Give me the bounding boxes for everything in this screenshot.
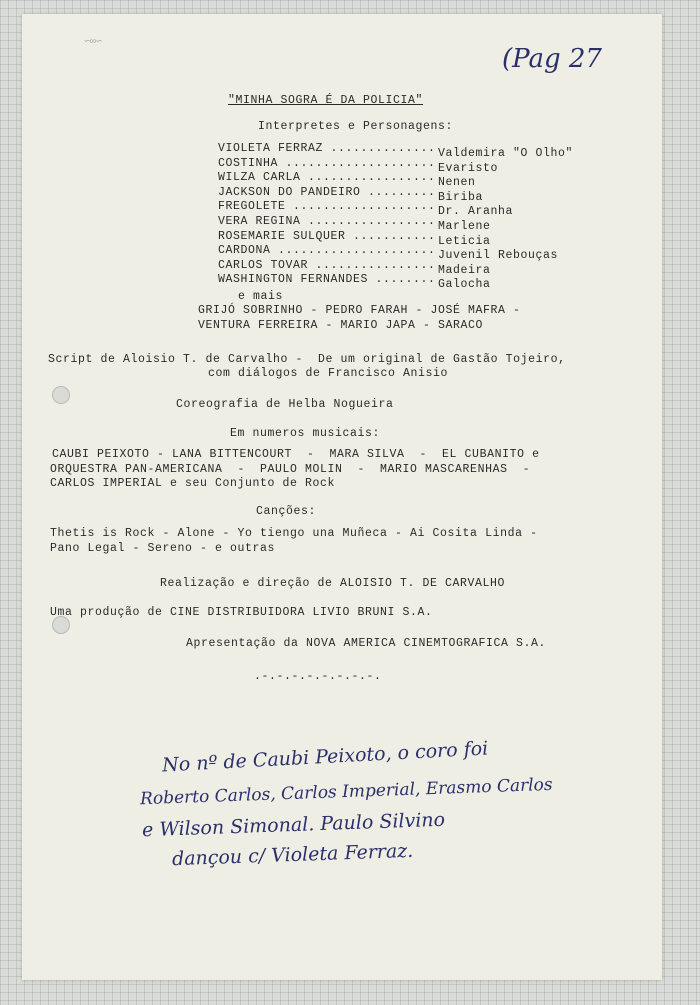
cast-actor: JACKSON DO PANDEIRO ..... [218, 186, 438, 200]
cast-actor: FREGOLETE ..... [218, 200, 438, 214]
musical-line-3: CARLOS IMPERIAL e seu Conjunto de Rock [50, 477, 336, 490]
cast-role: Galocha [438, 278, 491, 292]
cast-role: Marlene [438, 220, 491, 233]
musical-line-1: CAUBI PEIXOTO - LANA BITTENCOURT - MARA SILVA - EL CUBANITO e [52, 448, 540, 461]
handwritten-note-line-1: No nº de Caubi Peixoto, o coro foi [161, 737, 489, 777]
script-line-1: Script de Aloisio T. de Carvalho - De um original de Gastão Tojeiro, [48, 353, 566, 366]
cast-actor: VIOLETA FERRAZ ..... [218, 142, 438, 156]
cast-role: Madeira [438, 263, 491, 277]
songs-heading: Canções: [256, 505, 317, 518]
musical-line-2: ORQUESTRA PAN-AMERICANA - PAULO MOLIN - MARIO MASCARENHAS - [50, 463, 531, 476]
cast-actor: WILZA CARLA ..... [218, 171, 438, 185]
cast-role: Leticia [438, 234, 491, 248]
cast-role: Juvenil Rebouças [438, 249, 559, 263]
other-cast-line-1: GRIJÓ SOBRINHO - PEDRO FARAH - JOSÉ MAFRA - [198, 304, 521, 317]
punch-hole-top [52, 386, 70, 404]
cast-actor: ROSEMARIE SULQUER ..... [218, 230, 438, 244]
songs-line-2: Pano Legal - Sereno - e outras [50, 542, 276, 555]
choreography: Coreografia de Helba Nogueira [176, 398, 394, 411]
cast-actor: VERA REGINA ..... [218, 215, 438, 229]
cast-role: Evaristo [438, 161, 499, 175]
document-page [22, 14, 662, 980]
cast-role: Biriba [438, 190, 484, 204]
cast-heading: Interpretes e Personagens: [258, 120, 454, 133]
cast-actor: WASHINGTON FERNANDES ..... [218, 273, 438, 287]
direction-credit: Realização e direção de ALOISIO T. DE CARVALHO [160, 577, 506, 590]
songs-line-1: Thetis is Rock - Alone - Yo tiengo una Muñeca - Ai Cosita Linda - [50, 527, 538, 540]
handwritten-note-line-3: e Wilson Simonal. Paulo Silvino [141, 808, 446, 842]
page-number-annotation: (Pag 27 [502, 44, 602, 74]
other-cast-line-2: VENTURA FERREIRA - MARIO JAPA - SARACO [198, 319, 484, 332]
faded-stamp: ∽∞∽ [84, 37, 103, 48]
script-line-2: com diálogos de Francisco Anisio [208, 367, 449, 380]
cast-role: Nenen [438, 176, 476, 190]
handwritten-note-line-2: Roberto Carlos, Carlos Imperial, Erasmo Carlos [139, 774, 553, 810]
presentation-credit: Apresentação da NOVA AMERICA CINEMTOGRAFICA S.A. [186, 637, 547, 650]
cast-actor: CARLOS TOVAR ..... [218, 259, 438, 273]
cast-role: Dr. Aranha [438, 205, 514, 219]
separator-line: .-.-.-.-.-.-.-.-. [254, 670, 382, 683]
production-credit: Uma produção de CINE DISTRIBUIDORA LIVIO BRUNI S.A. [50, 606, 433, 619]
musical-heading: Em numeros musicais: [230, 427, 381, 440]
cast-role: Valdemira "O Olho" [438, 147, 574, 160]
cast-actor: COSTINHA ..... [218, 157, 438, 171]
handwritten-note-line-4: dançou c/ Violeta Ferraz. [171, 839, 414, 871]
e-mais: e mais [238, 290, 284, 303]
film-title: "MINHA SOGRA É DA POLICIA" [228, 94, 424, 107]
cast-actor: CARDONA ..... [218, 244, 438, 258]
